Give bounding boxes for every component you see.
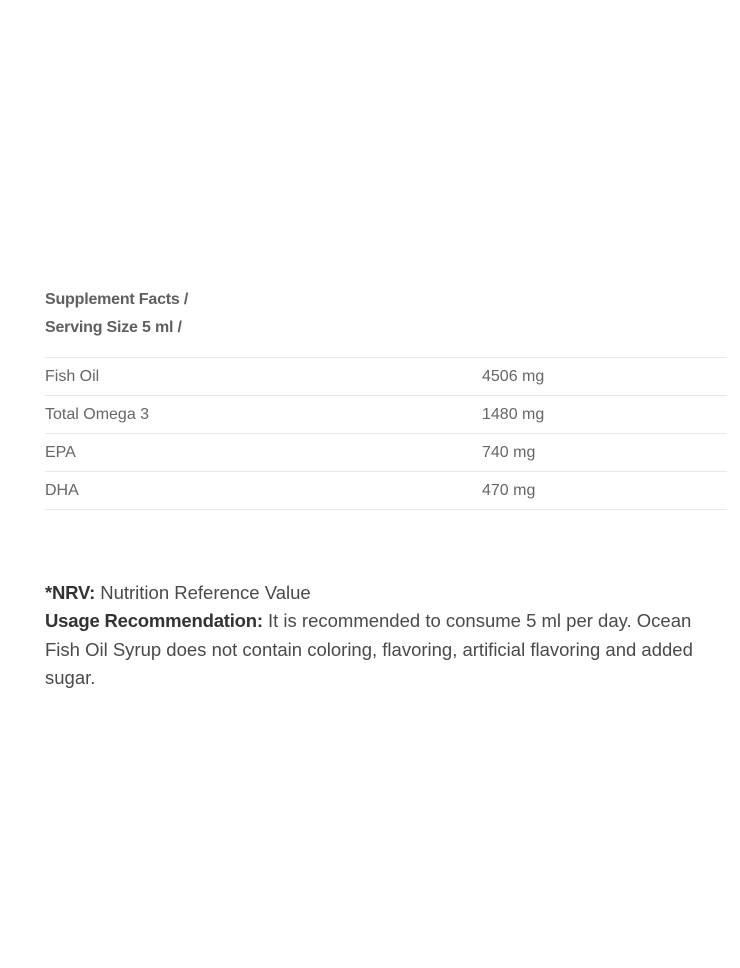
table-row xyxy=(45,358,727,396)
nrv-text: Nutrition Reference Value xyxy=(95,582,311,603)
nutrient-name: Fish Oil xyxy=(45,367,100,385)
nutrient-amount: 4506 mg xyxy=(482,367,545,385)
supplement-facts-table xyxy=(45,357,727,510)
nrv-note xyxy=(45,579,727,607)
supplement-facts-section xyxy=(45,286,727,510)
nutrient-amount: 740 mg xyxy=(482,443,536,461)
nutrient-amount: 1480 mg xyxy=(482,405,545,423)
usage-text: It is recommended to consume 5 ml per day. Ocean Fish Oil Syrup does not contain coloring, flavoring, artificial flavoring and added sugar. xyxy=(45,610,693,688)
product-notes xyxy=(45,579,727,692)
nutrient-name: Total Omega 3 xyxy=(45,405,150,423)
table-row xyxy=(45,434,727,472)
nrv-label: *NRV: xyxy=(45,582,96,603)
nutrient-name: EPA xyxy=(45,443,76,461)
nutrient-name: DHA xyxy=(45,481,79,499)
serving-size-label: Serving Size 5 ml / xyxy=(45,319,182,336)
nutrient-amount: 470 mg xyxy=(482,481,536,499)
table-row xyxy=(45,472,727,510)
supplement-facts-title: Supplement Facts / xyxy=(45,291,189,308)
supplement-facts-heading xyxy=(45,286,727,342)
table-row xyxy=(45,396,727,434)
usage-label: Usage Recommendation: xyxy=(45,610,263,632)
usage-recommendation xyxy=(45,607,727,692)
